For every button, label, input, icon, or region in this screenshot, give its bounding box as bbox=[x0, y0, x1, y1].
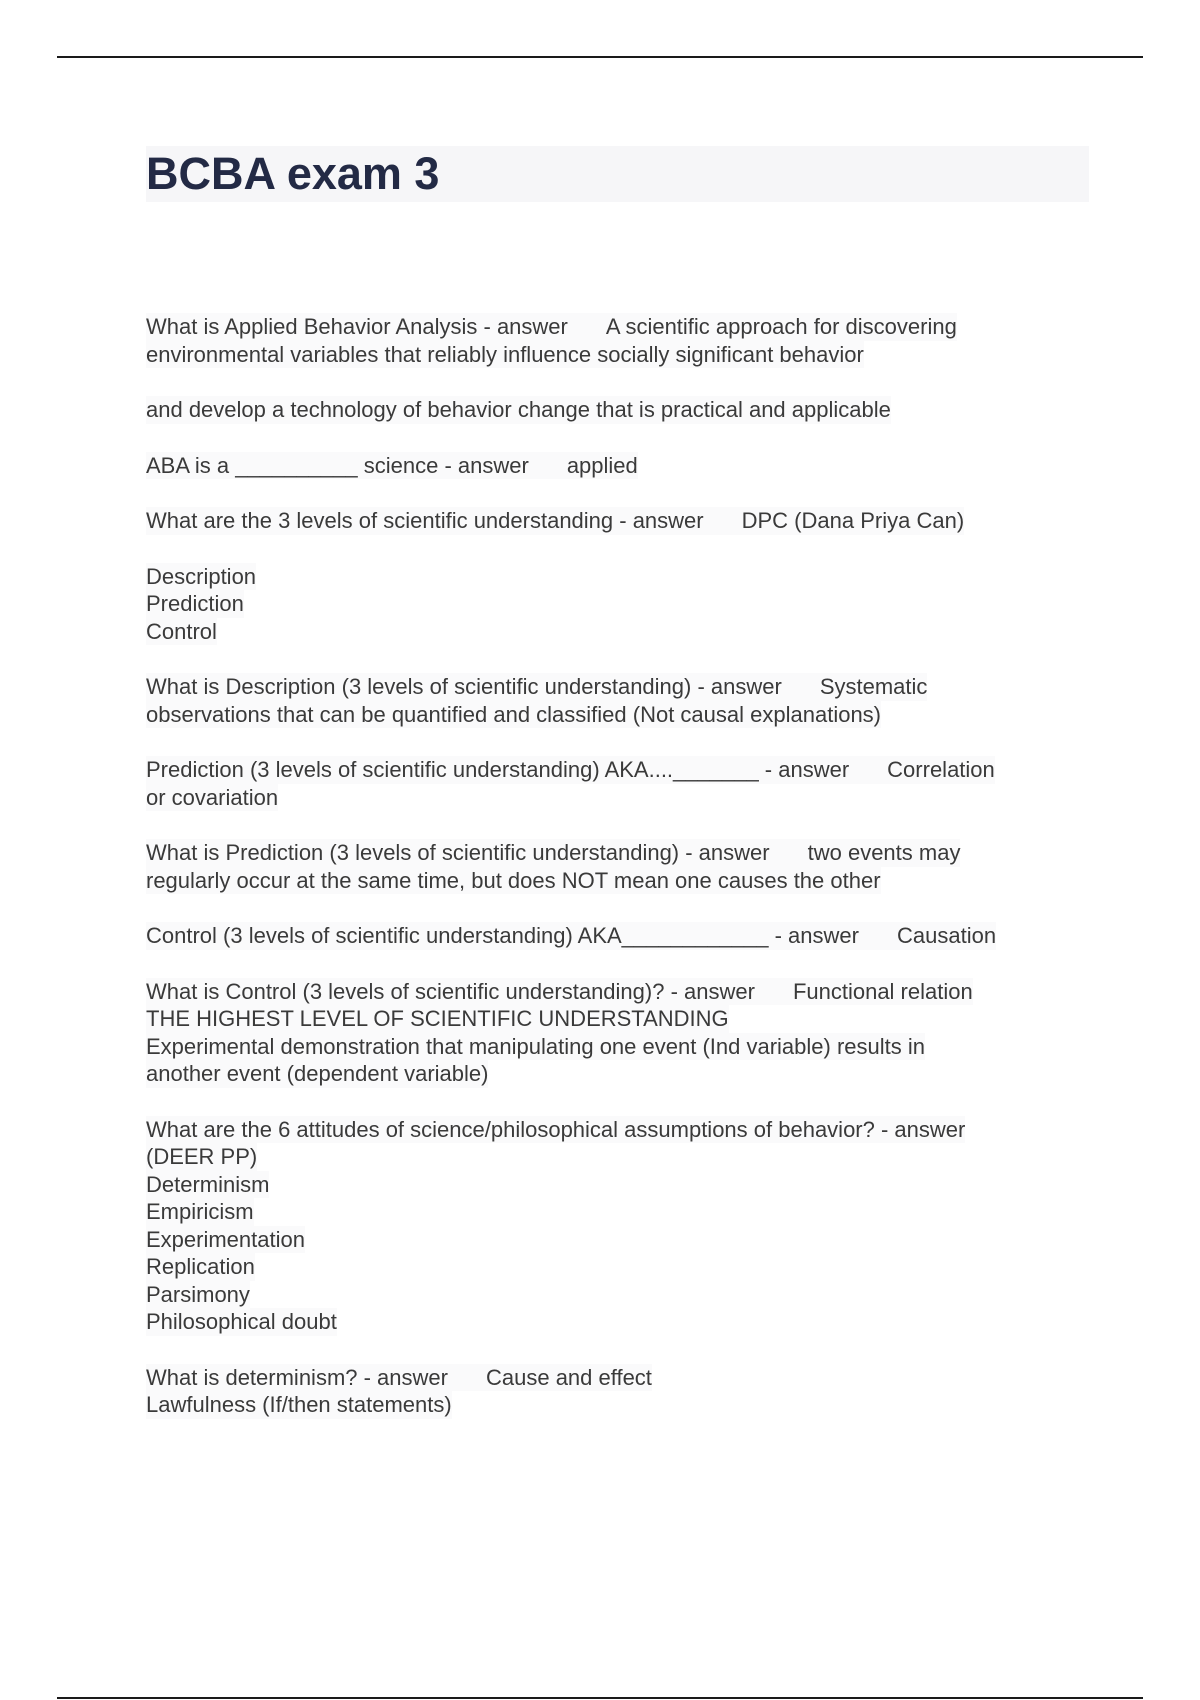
footer-rule bbox=[57, 1697, 1143, 1699]
question-text: What are the 3 levels of scientific understanding - answer bbox=[146, 508, 704, 533]
text-line: and develop a technology of behavior change that is practical and applicable bbox=[146, 397, 891, 422]
text-line: What are the 6 attitudes of science/philosophical assumptions of behavior? - answer bbox=[146, 1116, 966, 1142]
text-block-six-attitudes bbox=[146, 1116, 1106, 1336]
text-line: Empiricism bbox=[146, 1199, 254, 1224]
qa-line bbox=[146, 673, 927, 701]
answer-text: applied bbox=[566, 452, 638, 478]
qa-line bbox=[146, 452, 638, 480]
qa-line bbox=[146, 313, 957, 341]
text-line: Determinism bbox=[146, 1171, 270, 1197]
document-body bbox=[146, 313, 1106, 1447]
qa-item-aba-science bbox=[146, 452, 1106, 480]
answer-text: Correlation bbox=[887, 757, 995, 782]
answer-text: A scientific approach for discovering bbox=[605, 314, 957, 339]
question-text: Prediction (3 levels of scientific understanding) AKA...._______ - answer bbox=[146, 757, 850, 782]
question-text: What is Applied Behavior Analysis - answer bbox=[146, 314, 568, 339]
answer-continuation: or covariation bbox=[146, 784, 279, 810]
question-text: What is Description (3 levels of scientific understanding) - answer bbox=[146, 674, 782, 699]
answer-continuation: regularly occur at the same time, but does NOT mean one causes the other bbox=[146, 867, 881, 893]
text-line: Philosophical doubt bbox=[146, 1309, 337, 1334]
question-text: Control (3 levels of scientific understanding) AKA____________ - answer bbox=[146, 923, 859, 948]
qa-item-control bbox=[146, 978, 1106, 1088]
qa-item-prediction bbox=[146, 839, 1106, 894]
answer-continuation: environmental variables that reliably influence socially significant behavior bbox=[146, 341, 864, 367]
qa-line bbox=[146, 1364, 652, 1392]
qa-line bbox=[146, 978, 973, 1006]
qa-item-determinism bbox=[146, 1364, 1106, 1419]
text-line: Description bbox=[146, 563, 257, 589]
question-text: ABA is a __________ science - answer bbox=[146, 452, 529, 478]
answer-continuation: Lawfulness (If/then statements) bbox=[146, 1392, 452, 1417]
answer-continuation: THE HIGHEST LEVEL OF SCIENTIFIC UNDERSTANDING bbox=[146, 1006, 729, 1031]
text-line: (DEER PP) bbox=[146, 1144, 258, 1169]
answer-text: DPC (Dana Priya Can) bbox=[741, 508, 965, 533]
question-text: What is Control (3 levels of scientific understanding)? - answer bbox=[146, 978, 755, 1004]
answer-text: Causation bbox=[896, 923, 997, 948]
qa-item-prediction-aka bbox=[146, 756, 1106, 811]
document-title: BCBA exam 3 bbox=[146, 148, 440, 199]
qa-item-three-levels bbox=[146, 507, 1106, 535]
answer-text: two events may bbox=[807, 840, 961, 865]
answer-continuation: Experimental demonstration that manipulating one event (Ind variable) results in bbox=[146, 1033, 925, 1059]
answer-text: Systematic bbox=[819, 674, 928, 699]
answer-text: Functional relation bbox=[792, 978, 973, 1004]
text-line: Experimentation bbox=[146, 1226, 305, 1252]
answer-text: Cause and effect bbox=[485, 1364, 652, 1390]
answer-continuation: another event (dependent variable) bbox=[146, 1061, 489, 1086]
question-text: What is Prediction (3 levels of scientific understanding) - answer bbox=[146, 840, 770, 865]
question-text: What is determinism? - answer bbox=[146, 1364, 448, 1390]
qa-line bbox=[146, 839, 960, 867]
text-line: Prediction bbox=[146, 591, 244, 616]
qa-item-description bbox=[146, 673, 1106, 728]
qa-line bbox=[146, 922, 996, 950]
text-line: Parsimony bbox=[146, 1281, 250, 1307]
text-block-levels-list bbox=[146, 563, 1106, 646]
text-line: Replication bbox=[146, 1254, 255, 1279]
qa-item-aba-definition bbox=[146, 313, 1106, 368]
qa-line bbox=[146, 507, 964, 535]
text-block-aba-technology bbox=[146, 396, 1106, 424]
qa-line bbox=[146, 756, 995, 784]
header-rule bbox=[57, 56, 1143, 58]
answer-continuation: observations that can be quantified and classified (Not causal explanations) bbox=[146, 701, 882, 727]
qa-item-control-aka bbox=[146, 922, 1106, 950]
text-line: Control bbox=[146, 618, 217, 644]
